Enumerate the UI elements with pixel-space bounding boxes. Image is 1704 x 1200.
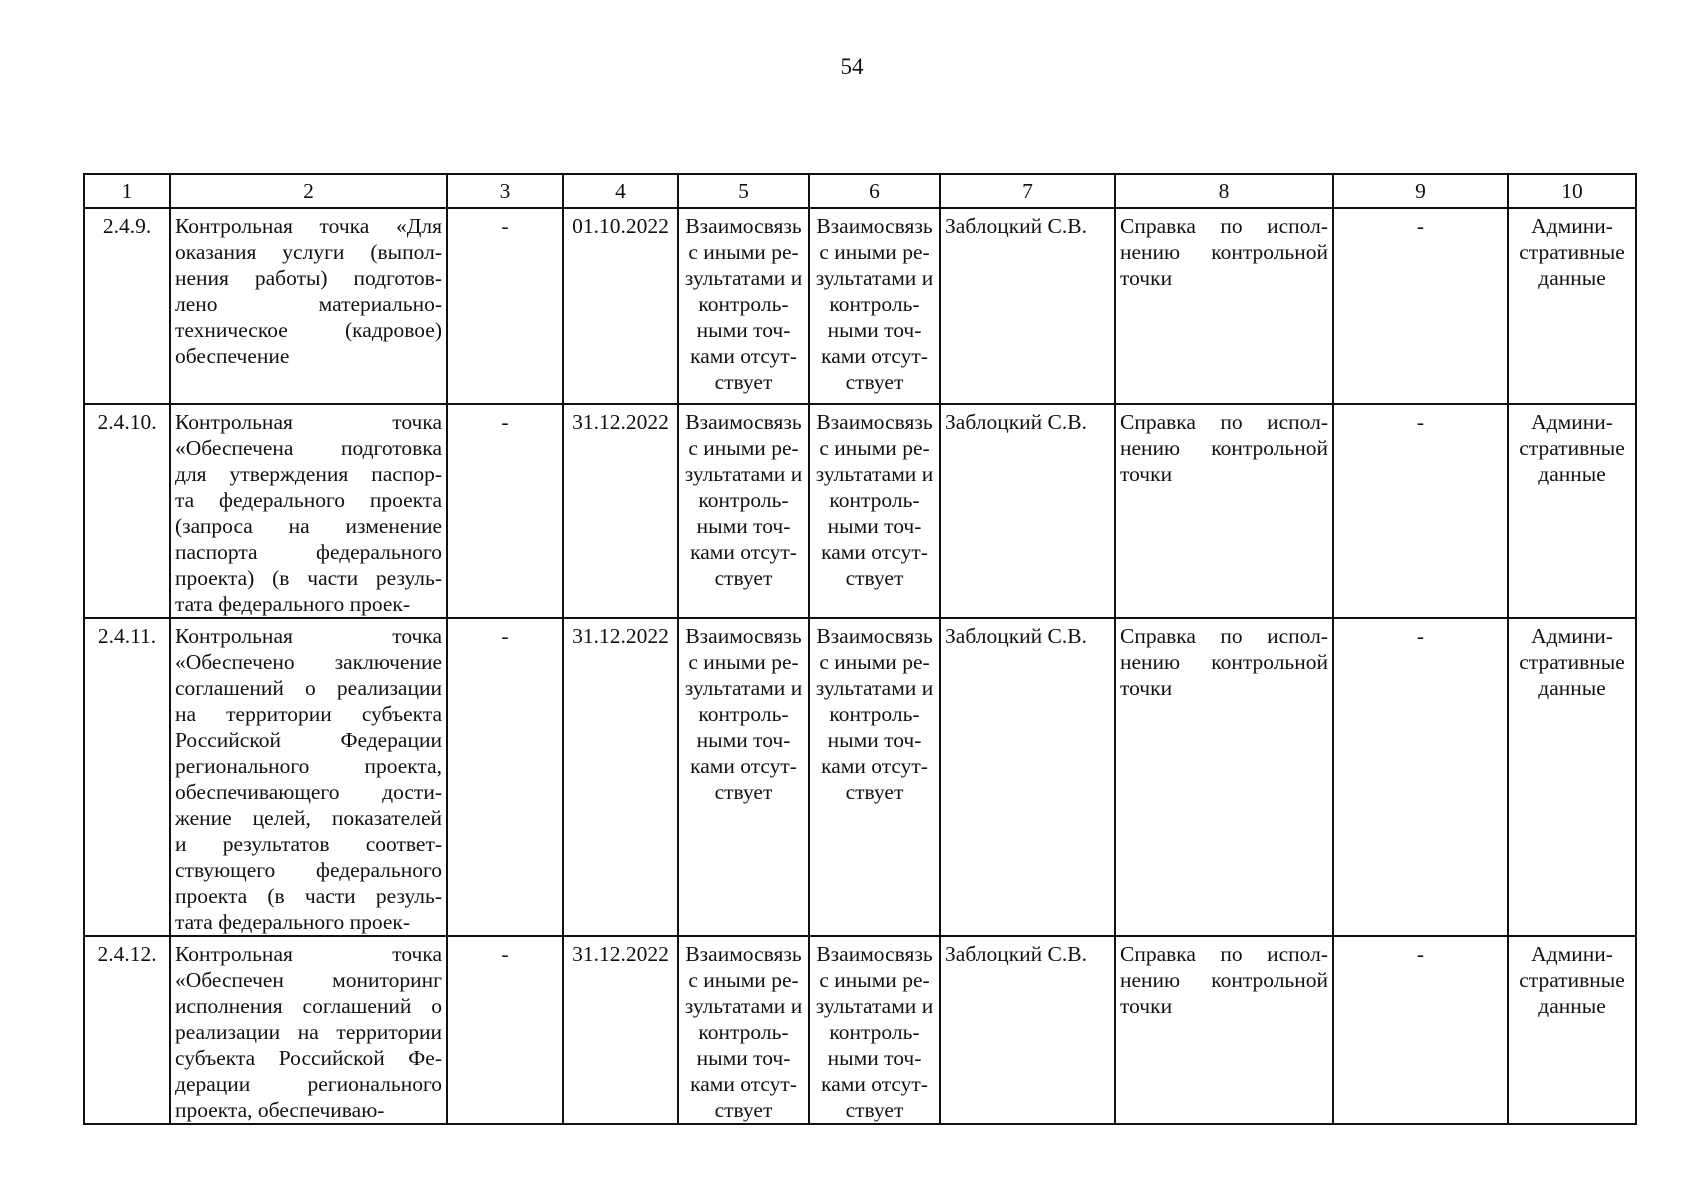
cell-text-line: стративные bbox=[1519, 436, 1625, 460]
base-value: - bbox=[447, 936, 563, 1124]
cell-text-line: тата федерального проек- bbox=[175, 592, 410, 616]
cell-text-line: зультатами и bbox=[815, 462, 934, 486]
column-header: 5 bbox=[678, 174, 809, 208]
table-row bbox=[84, 618, 1636, 936]
row-number: 2.4.12. bbox=[84, 936, 170, 1124]
page-number: 54 bbox=[840, 54, 864, 79]
cell-text-line: нения работы) подготов- bbox=[175, 266, 442, 290]
cell-text-line: ствует bbox=[714, 1098, 773, 1122]
cell-text-line: точки bbox=[1120, 676, 1173, 700]
cell-text-line: ками отсут- bbox=[821, 754, 928, 778]
cell-text-line: и результатов соответ- bbox=[175, 832, 442, 856]
cell-text-line: ками отсут- bbox=[690, 754, 797, 778]
table-row bbox=[84, 936, 1636, 1124]
relationship-cell bbox=[809, 618, 940, 936]
cell-text-line: ками отсут- bbox=[690, 1072, 797, 1096]
cell-text-line: ными точ- bbox=[696, 728, 791, 752]
cell-text-line: исполнения соглашений о bbox=[175, 994, 442, 1018]
cell-text-line: ными точ- bbox=[827, 728, 922, 752]
cell-text-line: зультатами и bbox=[815, 676, 934, 700]
document-type bbox=[1115, 404, 1333, 618]
cell-text-line: Контрольная точка bbox=[175, 942, 442, 966]
cell-text-line: Взаимосвязь bbox=[685, 942, 802, 966]
cell-text-line: Взаимосвязь bbox=[685, 410, 802, 434]
relationship-cell bbox=[678, 404, 809, 618]
cell-text-line: обеспечивающего дости- bbox=[175, 780, 442, 804]
cell-text-line: Справка по испол- bbox=[1120, 410, 1328, 434]
data-source bbox=[1508, 936, 1636, 1124]
cell-text-line: стративные bbox=[1519, 968, 1625, 992]
cell-text-line: техническое (кадровое) bbox=[175, 318, 442, 342]
deadline-date: 31.12.2022 bbox=[563, 618, 678, 936]
responsible-person: Заблоцкий С.В. bbox=[940, 618, 1115, 936]
level-value: - bbox=[1333, 618, 1508, 936]
cell-text-line: на территории субъекта bbox=[175, 702, 442, 726]
cell-text-line: нению контрольной bbox=[1120, 968, 1328, 992]
cell-text-line: ками отсут- bbox=[690, 540, 797, 564]
column-header: 2 bbox=[170, 174, 447, 208]
cell-text-line: ствующего федерального bbox=[175, 858, 442, 882]
cell-text-line: стративные bbox=[1519, 240, 1625, 264]
cell-text-line: данные bbox=[1538, 266, 1606, 290]
cell-text-line: с иными ре- bbox=[688, 650, 799, 674]
cell-text-line: с иными ре- bbox=[819, 650, 930, 674]
cell-text-line: регионального проекта, bbox=[175, 754, 442, 778]
cell-text-line: Админи- bbox=[1531, 410, 1613, 434]
deadline-date: 01.10.2022 bbox=[563, 208, 678, 404]
cell-text-line: зультатами и bbox=[815, 994, 934, 1018]
level-value: - bbox=[1333, 936, 1508, 1124]
deadline-date: 31.12.2022 bbox=[563, 404, 678, 618]
cell-text-line: Справка по испол- bbox=[1120, 214, 1328, 238]
row-number: 2.4.10. bbox=[84, 404, 170, 618]
cell-text-line: Админи- bbox=[1531, 942, 1613, 966]
cell-text-line: контроль- bbox=[829, 292, 920, 316]
cell-text-line: зультатами и bbox=[684, 462, 803, 486]
cell-text-line: ными точ- bbox=[827, 514, 922, 538]
control-points-table bbox=[83, 173, 1637, 1125]
cell-text-line: контроль- bbox=[698, 1020, 789, 1044]
cell-text-line: с иными ре- bbox=[819, 436, 930, 460]
cell-text-line: ными точ- bbox=[827, 318, 922, 342]
cell-text-line: контроль- bbox=[698, 292, 789, 316]
cell-text-line: Взаимосвязь bbox=[816, 214, 933, 238]
cell-text-line: точки bbox=[1120, 994, 1173, 1018]
row-number: 2.4.9. bbox=[84, 208, 170, 404]
level-value: - bbox=[1333, 404, 1508, 618]
cell-text-line: дерации регионального bbox=[175, 1072, 442, 1096]
relationship-cell bbox=[678, 208, 809, 404]
cell-text-line: нению контрольной bbox=[1120, 650, 1328, 674]
cell-text-line: «Обеспечена подготовка bbox=[175, 436, 442, 460]
cell-text-line: зультатами и bbox=[684, 994, 803, 1018]
cell-text-line: Справка по испол- bbox=[1120, 942, 1328, 966]
cell-text-line: ствует bbox=[714, 370, 773, 394]
cell-text-line: обеспечение bbox=[175, 344, 290, 368]
document-type bbox=[1115, 208, 1333, 404]
data-source bbox=[1508, 618, 1636, 936]
cell-text-line: нению контрольной bbox=[1120, 436, 1328, 460]
data-source bbox=[1508, 208, 1636, 404]
cell-text-line: лено материально- bbox=[175, 292, 442, 316]
cell-text-line: оказания услуги (выпол- bbox=[175, 240, 442, 264]
cell-text-line: Контрольная точка bbox=[175, 624, 442, 648]
base-value: - bbox=[447, 404, 563, 618]
cell-text-line: зультатами и bbox=[684, 266, 803, 290]
cell-text-line: ствует bbox=[845, 1098, 904, 1122]
cell-text-line: ками отсут- bbox=[690, 344, 797, 368]
cell-text-line: контроль- bbox=[698, 702, 789, 726]
responsible-person: Заблоцкий С.В. bbox=[940, 936, 1115, 1124]
cell-text-line: точки bbox=[1120, 266, 1173, 290]
column-header: 6 bbox=[809, 174, 940, 208]
cell-text-line: реализации на территории bbox=[175, 1020, 442, 1044]
cell-text-line: Взаимосвязь bbox=[816, 410, 933, 434]
cell-text-line: стративные bbox=[1519, 650, 1625, 674]
cell-text-line: контроль- bbox=[829, 488, 920, 512]
cell-text-line: точки bbox=[1120, 462, 1173, 486]
cell-text-line: ствует bbox=[845, 370, 904, 394]
cell-text-line: Админи- bbox=[1531, 214, 1613, 238]
cell-text-line: зультатами и bbox=[815, 266, 934, 290]
column-header: 9 bbox=[1333, 174, 1508, 208]
cell-text-line: ствует bbox=[714, 780, 773, 804]
cell-text-line: с иными ре- bbox=[688, 968, 799, 992]
column-header: 1 bbox=[84, 174, 170, 208]
cell-text-line: ками отсут- bbox=[821, 540, 928, 564]
level-value: - bbox=[1333, 208, 1508, 404]
document-type bbox=[1115, 936, 1333, 1124]
cell-text-line: проекта) (в части резуль- bbox=[175, 566, 442, 590]
cell-text-line: Контрольная точка «Для bbox=[175, 214, 442, 238]
cell-text-line: паспорта федерального bbox=[175, 540, 442, 564]
cell-text-line: Контрольная точка bbox=[175, 410, 442, 434]
cell-text-line: контроль- bbox=[829, 702, 920, 726]
cell-text-line: соглашений о реализации bbox=[175, 676, 442, 700]
relationship-cell bbox=[809, 208, 940, 404]
column-header: 4 bbox=[563, 174, 678, 208]
cell-text-line: ными точ- bbox=[696, 1046, 791, 1070]
relationship-cell bbox=[678, 618, 809, 936]
column-header: 8 bbox=[1115, 174, 1333, 208]
row-number: 2.4.11. bbox=[84, 618, 170, 936]
column-header: 7 bbox=[940, 174, 1115, 208]
responsible-person: Заблоцкий С.В. bbox=[940, 208, 1115, 404]
cell-text-line: Админи- bbox=[1531, 624, 1613, 648]
relationship-cell bbox=[809, 936, 940, 1124]
cell-text-line: Взаимосвязь bbox=[816, 624, 933, 648]
cell-text-line: «Обеспечен мониторинг bbox=[175, 968, 442, 992]
cell-text-line: Взаимосвязь bbox=[685, 624, 802, 648]
base-value: - bbox=[447, 618, 563, 936]
base-value: - bbox=[447, 208, 563, 404]
cell-text-line: контроль- bbox=[698, 488, 789, 512]
deadline-date: 31.12.2022 bbox=[563, 936, 678, 1124]
responsible-person: Заблоцкий С.В. bbox=[940, 404, 1115, 618]
control-point-name bbox=[170, 936, 447, 1124]
cell-text-line: зультатами и bbox=[684, 676, 803, 700]
table-row bbox=[84, 208, 1636, 404]
cell-text-line: Российской Федерации bbox=[175, 728, 442, 752]
control-point-name bbox=[170, 208, 447, 404]
relationship-cell bbox=[678, 936, 809, 1124]
cell-text-line: с иными ре- bbox=[688, 436, 799, 460]
column-header: 10 bbox=[1508, 174, 1636, 208]
cell-text-line: с иными ре- bbox=[688, 240, 799, 264]
cell-text-line: данные bbox=[1538, 462, 1606, 486]
cell-text-line: Взаимосвязь bbox=[685, 214, 802, 238]
control-point-name bbox=[170, 618, 447, 936]
cell-text-line: с иными ре- bbox=[819, 968, 930, 992]
cell-text-line: жение целей, показателей bbox=[175, 806, 442, 830]
table-header-row bbox=[84, 174, 1636, 208]
cell-text-line: проекта (в части резуль- bbox=[175, 884, 442, 908]
cell-text-line: проекта, обеспечиваю- bbox=[175, 1098, 385, 1122]
cell-text-line: Справка по испол- bbox=[1120, 624, 1328, 648]
cell-text-line: данные bbox=[1538, 676, 1606, 700]
cell-text-line: (запроса на изменение bbox=[175, 514, 442, 538]
cell-text-line: ствует bbox=[714, 566, 773, 590]
cell-text-line: ными точ- bbox=[696, 514, 791, 538]
cell-text-line: та федерального проекта bbox=[175, 488, 442, 512]
document-type bbox=[1115, 618, 1333, 936]
cell-text-line: ствует bbox=[845, 566, 904, 590]
cell-text-line: с иными ре- bbox=[819, 240, 930, 264]
control-point-name bbox=[170, 404, 447, 618]
cell-text-line: субъекта Российской Фе- bbox=[175, 1046, 442, 1070]
cell-text-line: данные bbox=[1538, 994, 1606, 1018]
column-header: 3 bbox=[447, 174, 563, 208]
cell-text-line: ками отсут- bbox=[821, 1072, 928, 1096]
data-source bbox=[1508, 404, 1636, 618]
table-row bbox=[84, 404, 1636, 618]
relationship-cell bbox=[809, 404, 940, 618]
cell-text-line: тата федерального проек- bbox=[175, 910, 410, 934]
cell-text-line: для утверждения паспор- bbox=[175, 462, 442, 486]
cell-text-line: ствует bbox=[845, 780, 904, 804]
cell-text-line: Взаимосвязь bbox=[816, 942, 933, 966]
cell-text-line: ными точ- bbox=[696, 318, 791, 342]
cell-text-line: контроль- bbox=[829, 1020, 920, 1044]
table-body bbox=[84, 208, 1636, 1124]
cell-text-line: «Обеспечено заключение bbox=[175, 650, 442, 674]
cell-text-line: ками отсут- bbox=[821, 344, 928, 368]
cell-text-line: ными точ- bbox=[827, 1046, 922, 1070]
cell-text-line: нению контрольной bbox=[1120, 240, 1328, 264]
